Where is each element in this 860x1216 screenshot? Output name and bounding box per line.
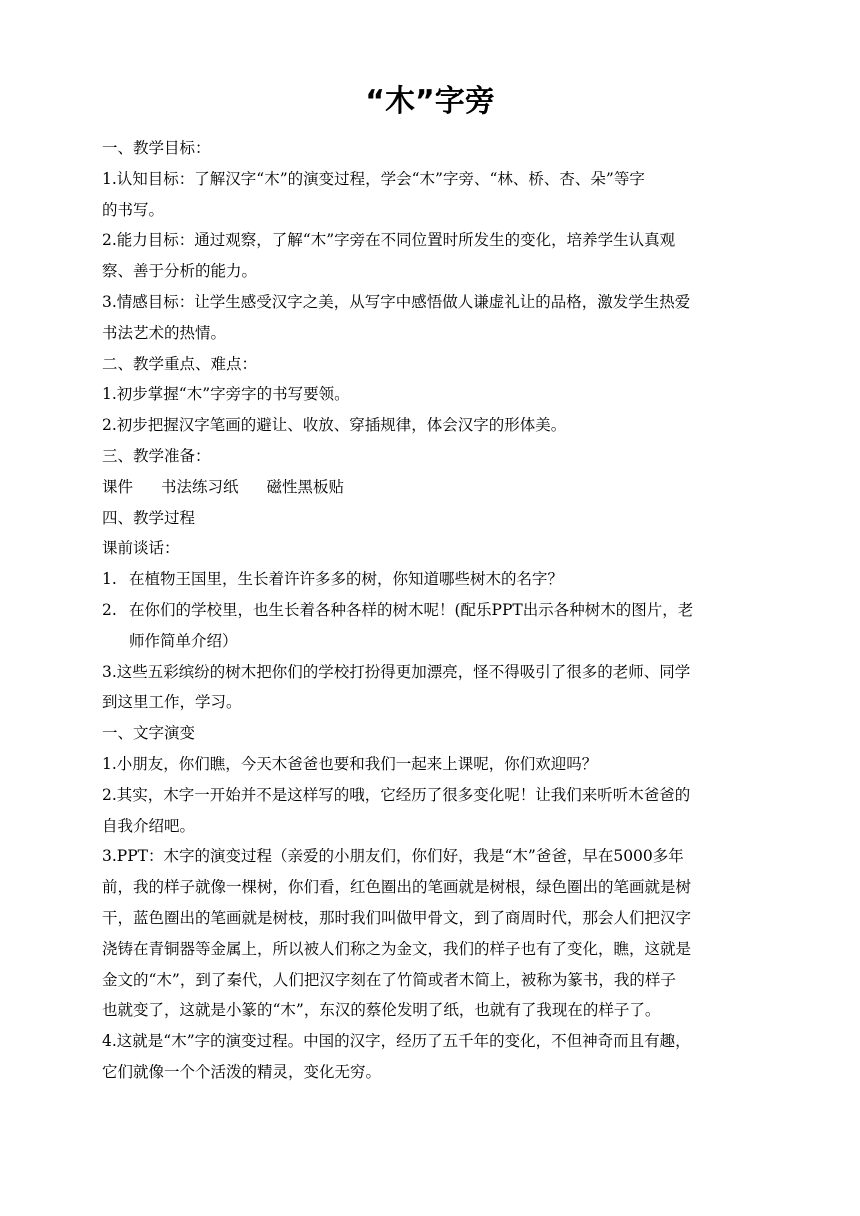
paragraph-line: 金文的“木”，到了秦代，人们把汉字刻在了竹简或者木简上，被称为篆书，我的样子 — [102, 970, 676, 989]
paragraph-line: 它们就像一个个活泼的精灵，变化无穷。 — [102, 1062, 382, 1081]
section-heading-process: 四、教学过程 — [102, 508, 196, 527]
paragraph-line: 3.这些五彩缤纷的树木把你们的学校打扮得更加漂亮，怪不得吸引了很多的老师、同学 — [102, 662, 691, 681]
paragraph-line: 到这里工作，学习。 — [102, 693, 242, 712]
list-item — [102, 564, 762, 595]
document-title: “木”字旁 — [365, 84, 495, 119]
list-item — [102, 595, 762, 626]
paragraph-line: 1.初步掌握“木”字旁字的书写要领。 — [102, 385, 350, 404]
paragraph-line: 自我介绍吧。 — [102, 816, 196, 835]
section-heading-objectives: 一、教学目标： — [102, 139, 211, 157]
paragraph-line: 1.小朋友，你们瞧，今天木爸爸也要和我们一起来上课呢，你们欢迎吗？ — [102, 754, 598, 773]
paragraph-line: 1.认知目标：了解汉字“木”的演变过程，学会“木”字旁、“林、桥、杏、朵”等字 — [102, 169, 645, 188]
document-body — [102, 133, 762, 1088]
section-heading-key-points: 二、教学重点、难点： — [102, 354, 258, 373]
section-heading-preparation: 三、教学准备： — [102, 446, 211, 465]
list-item-text: 师作简单介绍） — [129, 631, 238, 650]
material-item: 磁性黑板贴 — [266, 477, 345, 496]
paragraph-line: 3.PPT：木字的演变过程（亲爱的小朋友们，你们好，我是“木”爸爸，早在5000多年 — [102, 847, 684, 866]
materials-line — [102, 472, 762, 503]
paragraph-line: 的书写。 — [102, 200, 165, 219]
list-item-continuation — [102, 626, 762, 657]
paragraph-line: 书法艺术的热情。 — [102, 323, 227, 342]
paragraph-line: 前，我的样子就像一棵树，你们看，红色圈出的笔画就是树根，绿色圈出的笔画就是树 — [102, 878, 692, 897]
list-number: 1. — [102, 570, 117, 589]
paragraph-line: 察、善于分析的能力。 — [102, 262, 258, 281]
list-item-text: 在植物王国里，生长着许许多多的树，你知道哪些树木的名字？ — [129, 570, 564, 589]
paragraph-line: 浇铸在青铜器等金属上，所以被人们称之为金文，我们的样子也有了变化，瞧，这就是 — [102, 939, 692, 958]
paragraph-line: 3.情感目标：让学生感受汉字之美，从写字中感悟做人谦虚礼让的品格，激发学生热爱 — [102, 292, 691, 311]
material-item: 课件 — [102, 477, 134, 496]
paragraph-line: 课前谈话： — [102, 539, 180, 558]
material-item: 书法练习纸 — [161, 477, 239, 496]
paragraph-line: 干，蓝色圈出的笔画就是树枝，那时我们叫做甲骨文，到了商周时代，那会人们把汉字 — [102, 908, 692, 927]
paragraph-line: 2.其实，木字一开始并不是这样写的哦，它经历了很多变化呢！让我们来听听木爸爸的 — [102, 785, 691, 804]
list-number: 2. — [102, 600, 117, 619]
paragraph-line: 也就变了，这就是小篆的“木”，东汉的蔡伦发明了纸，也就有了我现在的样子了。 — [102, 1001, 661, 1020]
paragraph-line: 2.初步把握汉字笔画的避让、收放、穿插规律，体会汉字的形体美。 — [102, 416, 567, 435]
list-item-text: 在你们的学校里，也生长着各种各样的树木呢！(配乐PPT出示各种树木的图片，老 — [129, 600, 694, 619]
paragraph-line: 4.这就是“木”字的演变过程。中国的汉字，经历了五千年的变化，不但神奇而且有趣， — [102, 1032, 691, 1051]
section-heading-evolution: 一、文字演变 — [102, 724, 196, 743]
paragraph-line: 2.能力目标：通过观察，了解“木”字旁在不同位置时所发生的变化，培养学生认真观 — [102, 231, 676, 250]
